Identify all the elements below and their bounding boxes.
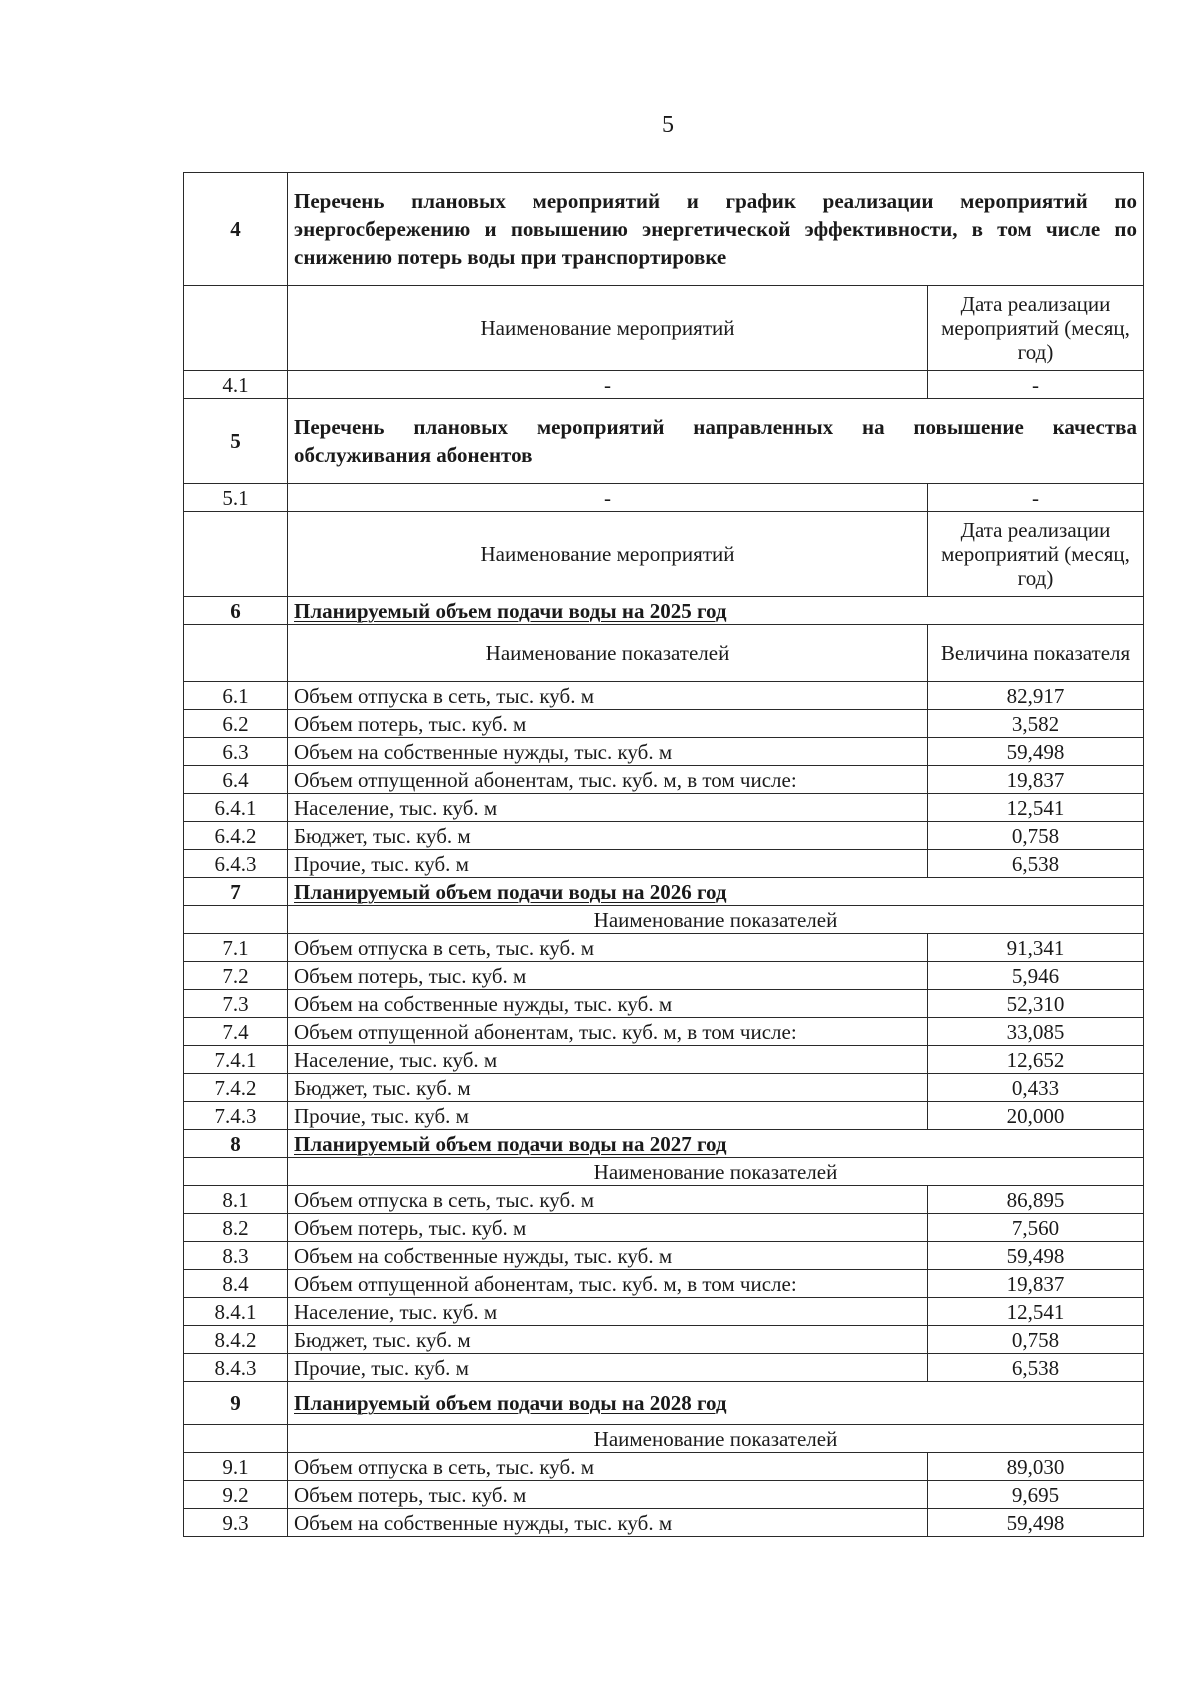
row-value: 91,341 xyxy=(928,934,1144,962)
row-number: 7.4.2 xyxy=(184,1074,288,1102)
row-number: 7.3 xyxy=(184,990,288,1018)
row-number: 6.4.3 xyxy=(184,850,288,878)
section-title: Планируемый объем подачи воды на 2026 год xyxy=(288,878,1144,906)
row-name: Объем отпуска в сеть, тыс. куб. м xyxy=(288,682,928,710)
row-value: 86,895 xyxy=(928,1186,1144,1214)
table-row xyxy=(184,682,1144,710)
table-row xyxy=(184,1214,1144,1242)
row-value: 20,000 xyxy=(928,1102,1144,1130)
row-number: 7.4.1 xyxy=(184,1046,288,1074)
row-number: 6.3 xyxy=(184,738,288,766)
table-row xyxy=(184,850,1144,878)
row-number: 9.3 xyxy=(184,1509,288,1537)
column-header-date: Дата реализации мероприятий (месяц, год) xyxy=(928,512,1144,597)
section-9-header xyxy=(184,1382,1144,1425)
row-number: 8.4.2 xyxy=(184,1326,288,1354)
section-number: 6 xyxy=(184,597,288,625)
row-number: 6.4 xyxy=(184,766,288,794)
row-name: Объем потерь, тыс. куб. м xyxy=(288,1481,928,1509)
column-header-row xyxy=(184,1158,1144,1186)
section-title: Планируемый объем подачи воды на 2028 год xyxy=(288,1382,1144,1425)
row-value: 59,498 xyxy=(928,1242,1144,1270)
table-row xyxy=(184,738,1144,766)
row-value: 7,560 xyxy=(928,1214,1144,1242)
plan-table xyxy=(183,172,1144,1537)
row-value: 5,946 xyxy=(928,962,1144,990)
section-title: Планируемый объем подачи воды на 2027 год xyxy=(288,1130,1144,1158)
row-name: Прочие, тыс. куб. м xyxy=(288,1102,928,1130)
row-name: Объем отпущенной абонентам, тыс. куб. м, в том числе: xyxy=(288,766,928,794)
row-value: 6,538 xyxy=(928,1354,1144,1382)
row-name: Объем отпуска в сеть, тыс. куб. м xyxy=(288,1453,928,1481)
empty-cell xyxy=(184,512,288,597)
row-number: 6.4.2 xyxy=(184,822,288,850)
table-row xyxy=(184,1242,1144,1270)
row-number: 9.2 xyxy=(184,1481,288,1509)
row-number: 8.4.3 xyxy=(184,1354,288,1382)
table-row xyxy=(184,822,1144,850)
section-number: 4 xyxy=(184,173,288,286)
row-value: 33,085 xyxy=(928,1018,1144,1046)
row-name: Прочие, тыс. куб. м xyxy=(288,1354,928,1382)
column-header-row xyxy=(184,286,1144,371)
row-value: 59,498 xyxy=(928,738,1144,766)
row-value: 12,652 xyxy=(928,1046,1144,1074)
row-name: Прочие, тыс. куб. м xyxy=(288,850,928,878)
row-value: 6,538 xyxy=(928,850,1144,878)
table-row xyxy=(184,962,1144,990)
table-row xyxy=(184,1453,1144,1481)
row-number: 4.1 xyxy=(184,371,288,399)
row-name: Бюджет, тыс. куб. м xyxy=(288,1326,928,1354)
row-value: 12,541 xyxy=(928,794,1144,822)
column-header-row xyxy=(184,1425,1144,1453)
row-value: 82,917 xyxy=(928,682,1144,710)
row-number: 7.1 xyxy=(184,934,288,962)
section-number: 9 xyxy=(184,1382,288,1425)
row-name: Объем отпуска в сеть, тыс. куб. м xyxy=(288,934,928,962)
row-number: 6.2 xyxy=(184,710,288,738)
table-row xyxy=(184,371,1144,399)
row-number: 8.4.1 xyxy=(184,1298,288,1326)
table-row xyxy=(184,1074,1144,1102)
section-5-header xyxy=(184,399,1144,484)
empty-cell xyxy=(184,286,288,371)
table-row xyxy=(184,934,1144,962)
row-value: - xyxy=(928,371,1144,399)
row-value: - xyxy=(928,484,1144,512)
column-header-name: Наименование мероприятий xyxy=(288,286,928,371)
column-header-name: Наименование показателей xyxy=(288,906,1144,934)
row-value: 19,837 xyxy=(928,766,1144,794)
column-header-date: Дата реализации мероприятий (месяц, год) xyxy=(928,286,1144,371)
column-header-row xyxy=(184,906,1144,934)
table-row xyxy=(184,710,1144,738)
section-7-header xyxy=(184,878,1144,906)
table-row xyxy=(184,1270,1144,1298)
empty-cell xyxy=(184,906,288,934)
row-number: 6.4.1 xyxy=(184,794,288,822)
table-row xyxy=(184,1354,1144,1382)
row-value: 19,837 xyxy=(928,1270,1144,1298)
row-number: 8.1 xyxy=(184,1186,288,1214)
row-number: 6.1 xyxy=(184,682,288,710)
row-name: Объем на собственные нужды, тыс. куб. м xyxy=(288,990,928,1018)
section-title: Перечень плановых мероприятий и график реализации мероприятий по энергосбережению и повышению энергетической эффективности, в том числе по снижению потерь воды при транспортировке xyxy=(288,173,1144,286)
row-name: - xyxy=(288,371,928,399)
row-value: 0,758 xyxy=(928,1326,1144,1354)
row-value: 0,758 xyxy=(928,822,1144,850)
section-title: Планируемый объем подачи воды на 2025 год xyxy=(288,597,1144,625)
column-header-name: Наименование показателей xyxy=(288,1425,1144,1453)
row-value: 52,310 xyxy=(928,990,1144,1018)
row-name: - xyxy=(288,484,928,512)
table-row xyxy=(184,1326,1144,1354)
table-row xyxy=(184,1046,1144,1074)
section-6-header xyxy=(184,597,1144,625)
empty-cell xyxy=(184,1425,288,1453)
row-name: Объем на собственные нужды, тыс. куб. м xyxy=(288,738,928,766)
column-header-name: Наименование показателей xyxy=(288,625,928,682)
section-number: 8 xyxy=(184,1130,288,1158)
row-name: Объем отпущенной абонентам, тыс. куб. м, в том числе: xyxy=(288,1018,928,1046)
row-number: 7.4 xyxy=(184,1018,288,1046)
row-name: Объем отпущенной абонентам, тыс. куб. м, в том числе: xyxy=(288,1270,928,1298)
empty-cell xyxy=(184,1158,288,1186)
row-value: 9,695 xyxy=(928,1481,1144,1509)
row-value: 3,582 xyxy=(928,710,1144,738)
row-number: 5.1 xyxy=(184,484,288,512)
column-header-name: Наименование мероприятий xyxy=(288,512,928,597)
row-name: Население, тыс. куб. м xyxy=(288,1298,928,1326)
row-value: 0,433 xyxy=(928,1074,1144,1102)
row-name: Объем на собственные нужды, тыс. куб. м xyxy=(288,1242,928,1270)
empty-cell xyxy=(184,625,288,682)
table-row xyxy=(184,766,1144,794)
row-number: 8.2 xyxy=(184,1214,288,1242)
table-row xyxy=(184,794,1144,822)
row-number: 8.3 xyxy=(184,1242,288,1270)
row-number: 7.2 xyxy=(184,962,288,990)
table-row xyxy=(184,484,1144,512)
row-value: 89,030 xyxy=(928,1453,1144,1481)
section-4-header xyxy=(184,173,1144,286)
table-row xyxy=(184,1298,1144,1326)
table-row xyxy=(184,1018,1144,1046)
row-name: Объем потерь, тыс. куб. м xyxy=(288,962,928,990)
column-header-row xyxy=(184,625,1144,682)
row-name: Бюджет, тыс. куб. м xyxy=(288,1074,928,1102)
section-number: 5 xyxy=(184,399,288,484)
row-name: Объем на собственные нужды, тыс. куб. м xyxy=(288,1509,928,1537)
table-row xyxy=(184,1481,1144,1509)
column-header-row xyxy=(184,512,1144,597)
table-row xyxy=(184,1102,1144,1130)
section-number: 7 xyxy=(184,878,288,906)
row-name: Объем отпуска в сеть, тыс. куб. м xyxy=(288,1186,928,1214)
row-name: Объем потерь, тыс. куб. м xyxy=(288,710,928,738)
row-number: 8.4 xyxy=(184,1270,288,1298)
row-number: 7.4.3 xyxy=(184,1102,288,1130)
row-number: 9.1 xyxy=(184,1453,288,1481)
column-header-name: Наименование показателей xyxy=(288,1158,1144,1186)
table-row xyxy=(184,1186,1144,1214)
row-value: 59,498 xyxy=(928,1509,1144,1537)
section-title: Перечень плановых мероприятий направленных на повышение качества обслуживания абонентов xyxy=(288,399,1144,484)
row-name: Объем потерь, тыс. куб. м xyxy=(288,1214,928,1242)
row-name: Население, тыс. куб. м xyxy=(288,794,928,822)
section-8-header xyxy=(184,1130,1144,1158)
row-name: Население, тыс. куб. м xyxy=(288,1046,928,1074)
column-header-value: Величина показателя xyxy=(928,625,1144,682)
row-name: Бюджет, тыс. куб. м xyxy=(288,822,928,850)
page-number: 5 xyxy=(662,112,674,138)
table-row xyxy=(184,990,1144,1018)
table-row xyxy=(184,1509,1144,1537)
row-value: 12,541 xyxy=(928,1298,1144,1326)
